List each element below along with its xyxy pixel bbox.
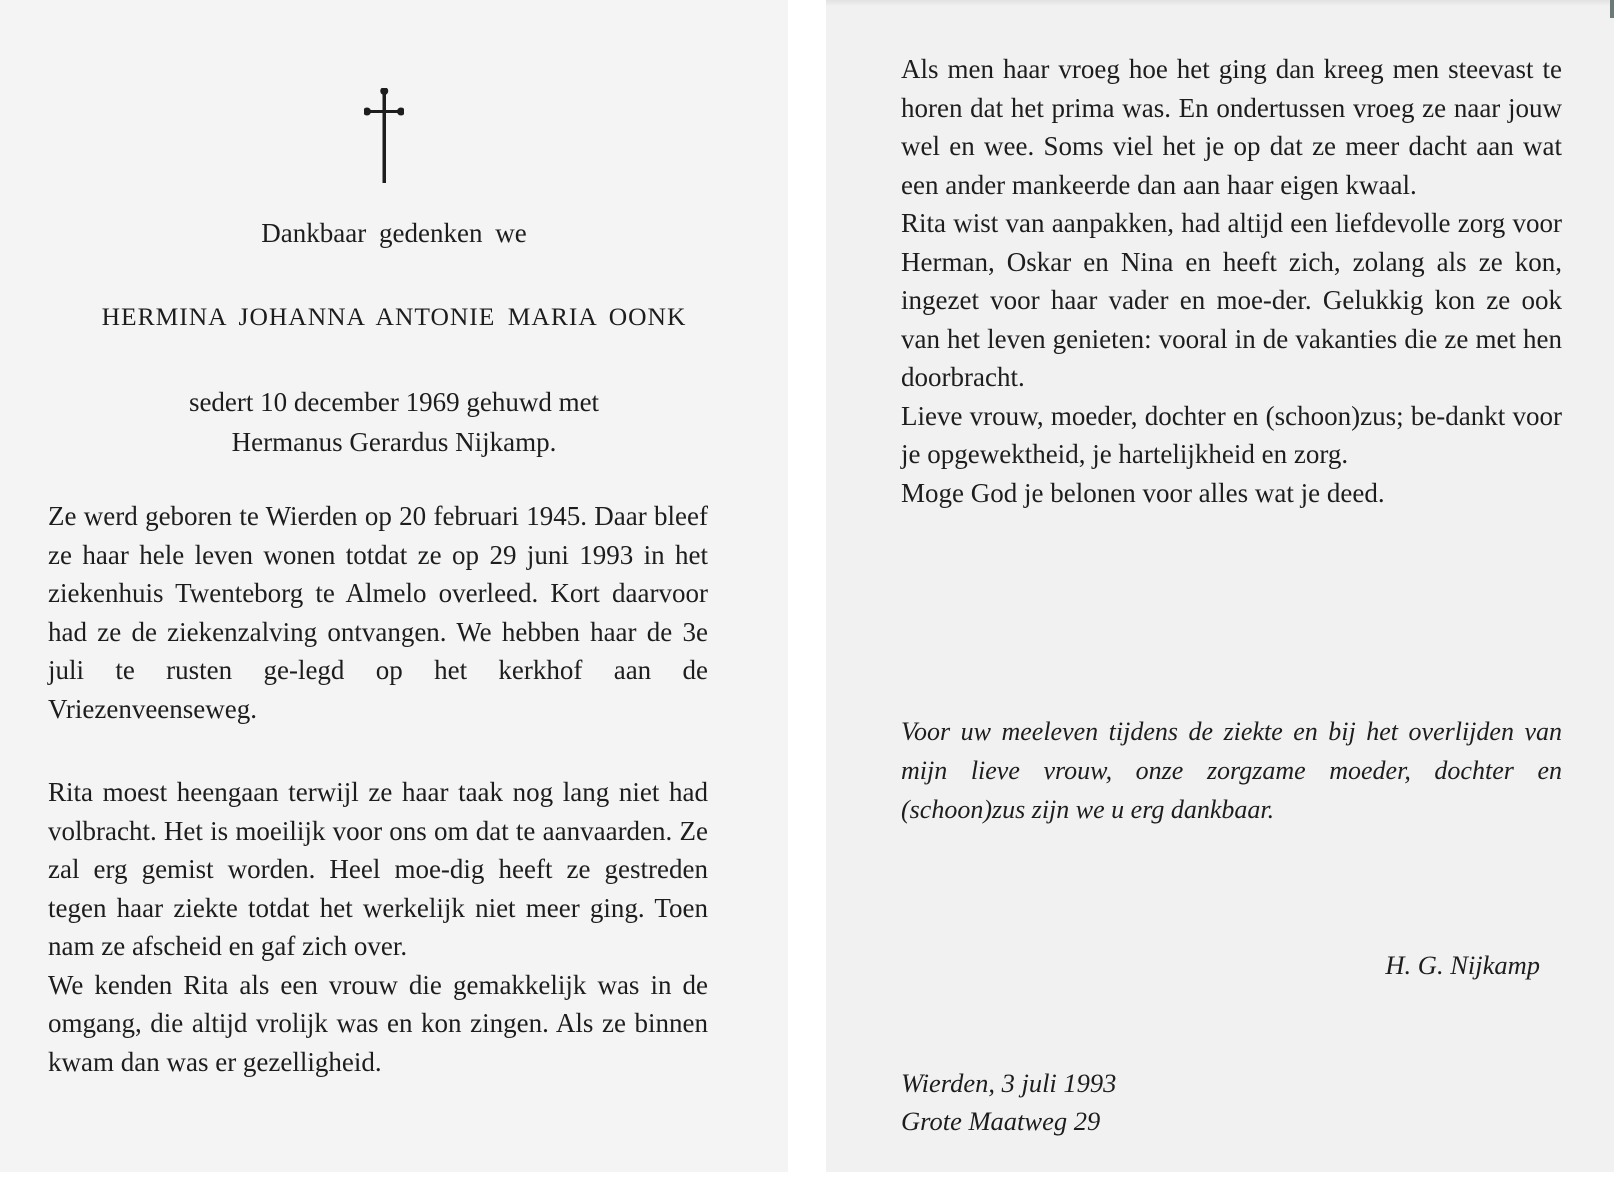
birth-death-paragraph: Ze werd geboren te Wierden op 20 februari 1945. Daar bleef ze haar hele leven wonen totdat ze op 29 juni 1993 in het ziekenhuis Twenteborg te Almelo overleed. Kort daarvoor had ze de ziekenzalving ontvangen. We hebben haar de 3e juli te rusten ge-legd op het kerkhof aan de Vriezenveenseweg. [48, 501, 708, 724]
place-and-address [901, 1064, 1116, 1140]
address: Grote Maatweg 29 [901, 1106, 1101, 1136]
signature: H. G. Nijkamp [1385, 950, 1540, 980]
thanks-paragraph: Lieve vrouw, moeder, dochter en (schoon)zus; be-dankt voor je opgewektheid, je hartelijkheid en zorg. [901, 400, 1562, 469]
marriage-date-line: sedert 10 december 1969 gehuwd met [188, 387, 600, 417]
place-date: Wierden, 3 juli 1993 [901, 1068, 1117, 1098]
memorial-card-left [0, 0, 788, 1172]
prayer-paragraph: Moge God je belonen voor alles wat je deed. [901, 477, 1385, 508]
character-paragraph: We kenden Rita als een vrouw die gemakkelijk was in de omgang, die altijd vrolijk was en kon zingen. Als ze binnen kwam dan was er gezelligheid. [48, 969, 708, 1077]
card-heading: Dankbaar gedenken we [261, 218, 527, 248]
spouse-name: Hermanus Gerardus Nijkamp. [231, 427, 557, 457]
memory-text [48, 773, 708, 1081]
cross-icon [364, 88, 404, 183]
acknowledgement-paragraph: Voor uw meeleven tijdens de ziekte en bij het overlijden van mijn lieve vrouw, onze zorgzame moeder, dochter en (schoon)zus zijn we u erg dankbaar. [901, 717, 1562, 824]
marriage-info [0, 382, 788, 462]
care-paragraph: Als men haar vroeg hoe het ging dan kreeg men steevast te horen dat het prima was. En ondertussen vroeg ze naar jouw wel en wee. Soms viel het je op dat ze meer dacht aan wat een ander mankeerde dan aan haar eigen kwaal. [901, 54, 1562, 200]
family-paragraph: Rita wist van aanpakken, had altijd een liefdevolle zorg voor Herman, Oskar en Nina en heeft zich, zolang als ze kon, ingezet voor haar vader en moe-der. Gelukkig kon ze ook van het leven genieten: vooral in de vakanties die ze met hen doorbracht. [901, 208, 1562, 392]
memory-paragraph: Rita moest heengaan terwijl ze haar taak nog lang niet had volbracht. Het is moeilijk voor ons om dat te aanvaarden. Ze zal erg gemist worden. Heel moe-dig heeft ze gestreden tegen haar ziekte totdat het werkelijk niet meer ging. Toen nam ze afscheid en gaf zich over. [48, 777, 708, 961]
deceased-name: HERMINA JOHANNA ANTONIE MARIA OONK [101, 302, 687, 331]
life-text [901, 50, 1562, 512]
